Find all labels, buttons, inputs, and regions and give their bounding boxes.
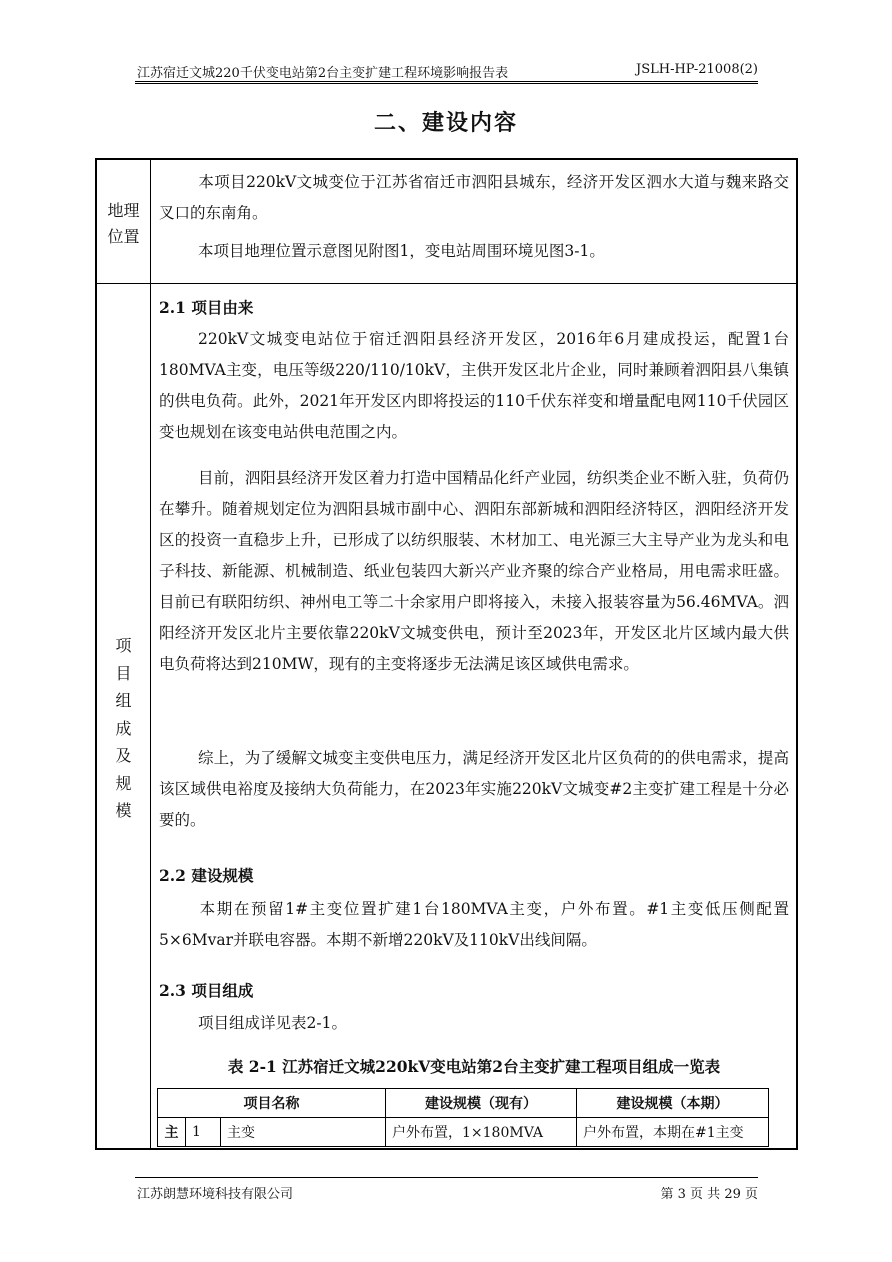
table-cell-existing: 户外布置，1×180MVA bbox=[386, 1118, 577, 1147]
section-2-3-paragraph: 项目组成详见表2-1。 bbox=[198, 1014, 347, 1032]
table-cell-category: 主 bbox=[158, 1118, 186, 1147]
header-rule bbox=[135, 81, 758, 82]
section-2-1-paragraph-2: 目前，泗阳县经济开发区着力打造中国精品化纤产业园，纺织类企业不断入驻，负荷仍在攀升。随着规划定位为泗阳县城市副中心、泗阳东部新城和泗阳经济特区，泗阳经济开发区的投资一直稳步上升，已形成了以纺织服装、木材加工、电光源三大主导产业为龙头和电子科技、新能源、机械制造、纸业包装四大新兴产业齐聚的综合产业格局，用电需求旺盛。目前已有联阳纺织、神州电工等二十余家用户即将接入，未接入报装容量为56.46MVA。泗阳经济开发区北片主要依靠220kV文城变供电，预计至2023年，开发区北片区域内最大供电负荷将达到210MW，现有的主变将逐步无法满足该区域供电需求。 bbox=[159, 469, 789, 673]
section-2-1-title: 2.1 项目由来 bbox=[159, 298, 254, 317]
table-header-current-scale: 建设规模（本期） bbox=[577, 1089, 769, 1118]
header-rule-secondary bbox=[135, 83, 758, 84]
project-composition-table bbox=[157, 1088, 769, 1147]
section-2-2-title: 2.2 建设规模 bbox=[159, 866, 254, 885]
scope-label: 项 目 组 成 及 规 模 bbox=[115, 636, 132, 820]
header-title: 江苏宿迁文城220千伏变电站第2台主变扩建工程环境影响报告表 bbox=[137, 66, 509, 81]
location-paragraph-1: 本项目220kV文城变位于江苏省宿迁市泗阳县城东，经济开发区泗水大道与魏来路交叉口的东南角。 bbox=[159, 173, 789, 222]
section-2-3-title: 2.3 项目组成 bbox=[159, 981, 254, 1000]
table-caption: 表 2-1 江苏宿迁文城220kV变电站第2台主变扩建工程项目组成一览表 bbox=[227, 1057, 721, 1076]
location-paragraph-2: 本项目地理位置示意图见附图1，变电站周围环境见图3-1。 bbox=[198, 242, 605, 260]
footer-company: 江苏朗慧环境科技有限公司 bbox=[137, 1187, 294, 1202]
table-cell-index: 1 bbox=[186, 1118, 221, 1147]
section-2-1-paragraph-3: 综上，为了缓解文城变主变供电压力，满足经济开发区北片区负荷的的供电需求，提高该区域供电裕度及接纳大负荷能力，在2023年实施220kV文城变#2主变扩建工程是十分必要的。 bbox=[159, 749, 789, 829]
section-2-2-paragraph: 本期在预留1#主变位置扩建1台180MVA主变，户外布置。#1主变低压侧配置5×6Mvar并联电容器。本期不新增220kV及110kV出线间隔。 bbox=[159, 900, 789, 949]
table-cell-current: 户外布置，本期在#1主变 bbox=[577, 1118, 769, 1147]
table-header-existing-scale: 建设规模（现有） bbox=[386, 1089, 577, 1118]
page-title: 二、建设内容 bbox=[373, 110, 518, 136]
table-row bbox=[158, 1118, 769, 1147]
table-header-row bbox=[158, 1089, 769, 1118]
column-divider bbox=[150, 158, 151, 1150]
row-divider bbox=[95, 283, 798, 284]
table-header-project-name: 项目名称 bbox=[158, 1089, 386, 1118]
location-label: 地理 位置 bbox=[107, 201, 140, 246]
section-2-1-paragraph-1: 220kV文城变电站位于宿迁泗阳县经济开发区，2016年6月建成投运，配置1台180MVA主变，电压等级220/110/10kV，主供开发区北片企业，同时兼顾着泗阳县八集镇的供电负荷。此外，2021年开发区内即将投运的110千伏东祥变和增量配电网110千伏园区变也规划在该变电站供电范围之内。 bbox=[159, 330, 789, 441]
table-cell-name: 主变 bbox=[221, 1118, 386, 1147]
footer-rule bbox=[135, 1177, 758, 1178]
page-number: 第 3 页 共 29 页 bbox=[660, 1187, 758, 1202]
document-code: JSLH-HP-21008(2) bbox=[635, 62, 758, 77]
